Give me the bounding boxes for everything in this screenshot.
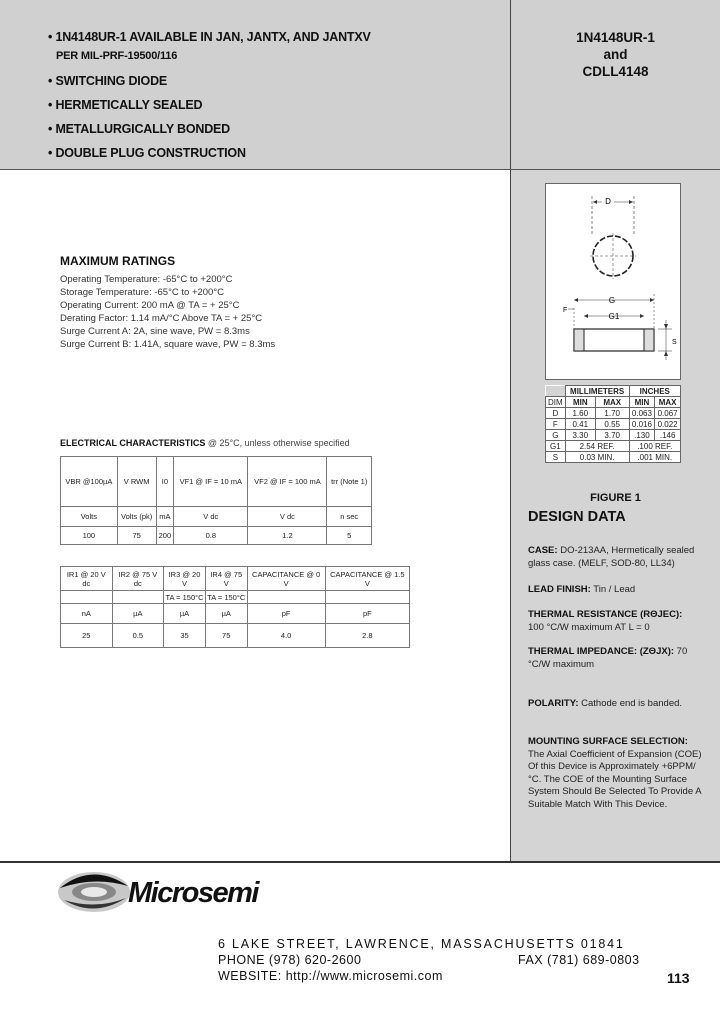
temp-cell xyxy=(325,591,409,604)
dim-cell: 0.016 xyxy=(629,419,655,430)
polarity-label: POLARITY: xyxy=(528,698,579,709)
dim-cell: 1.70 xyxy=(595,408,629,419)
dim-s-label: S xyxy=(672,339,677,346)
dimension-table xyxy=(545,385,681,463)
temp-cell xyxy=(61,591,113,604)
dim-cell: 0.03 MIN. xyxy=(565,452,629,463)
col-header: IR1 @ 20 V dc xyxy=(61,567,113,591)
dim-cell: .001 MIN. xyxy=(629,452,680,463)
lead-label: LEAD FINISH: xyxy=(528,584,591,595)
dim-cell: F xyxy=(546,419,566,430)
col-header: V RWM xyxy=(117,457,156,507)
col-header: IR3 @ 20 V xyxy=(164,567,206,591)
thermal-resistance-info xyxy=(528,609,708,634)
dim-cell: 0.067 xyxy=(655,408,681,419)
unit-cell: V dc xyxy=(248,507,327,527)
col-header: MIN xyxy=(629,397,655,408)
rating-line: Surge Current A: 2A, sine wave, PW = 8.3ms xyxy=(60,326,250,337)
footer-website[interactable]: WEBSITE: http://www.microsemi.com xyxy=(218,969,443,983)
value-cell: 75 xyxy=(117,527,156,545)
case-label: CASE: xyxy=(528,545,558,556)
dim-g-label: G xyxy=(608,296,616,305)
feature-availability: • 1N4148UR-1 AVAILABLE IN JAN, JANTX, AND JANTXV xyxy=(48,30,371,44)
rating-line: Derating Factor: 1.14 mA/°C Above TA = + 25°C xyxy=(60,313,263,324)
ti-label: THERMAL IMPEDANCE: (ZΘJX): xyxy=(528,646,675,657)
col-header: CAPACITANCE @ 1.5 V xyxy=(325,567,409,591)
part-and: and xyxy=(603,47,628,62)
rating-line: Surge Current B: 1.41A, square wave, PW = 8.3ms xyxy=(60,339,276,350)
dim-cell: .146 xyxy=(655,430,681,441)
col-header: VF1 @ IF = 10 mA xyxy=(174,457,248,507)
col-header: I0 xyxy=(156,457,174,507)
feature-double-plug: • DOUBLE PLUG CONSTRUCTION xyxy=(48,146,246,160)
unit-cell: mA xyxy=(156,507,174,527)
rating-line: Operating Current: 200 mA @ TA = + 25°C xyxy=(60,300,240,311)
mm-header: MILLIMETERS xyxy=(565,386,629,397)
dim-cell: G xyxy=(546,430,566,441)
value-cell: 75 xyxy=(205,624,247,648)
value-cell: 0.5 xyxy=(112,624,164,648)
max-ratings-heading: MAXIMUM RATINGS xyxy=(60,254,176,268)
polarity-info xyxy=(528,698,708,711)
dim-cell: 0.063 xyxy=(629,408,655,419)
dim-cell: 0.022 xyxy=(655,419,681,430)
unit-cell: µA xyxy=(164,604,206,624)
elec-conditions: @ 25°C, unless otherwise specified xyxy=(205,438,350,448)
figure-caption: FIGURE 1 xyxy=(590,492,641,504)
feature-mil-spec: PER MIL-PRF-19500/116 xyxy=(56,50,178,62)
footer-fax: FAX (781) 689-0803 xyxy=(518,953,640,967)
tr-text: 100 °C/W maximum AT L = 0 xyxy=(528,621,650,633)
value-cell: 0.8 xyxy=(174,527,248,545)
lead-text: Tin / Lead xyxy=(590,584,636,595)
col-header: VF2 @ IF = 100 mA xyxy=(248,457,327,507)
feature-switching: • SWITCHING DIODE xyxy=(48,74,168,88)
col-header: IR4 @ 75 V xyxy=(205,567,247,591)
dim-cell: 0.41 xyxy=(565,419,595,430)
unit-cell: nA xyxy=(61,604,113,624)
part-number: 1N4148UR-1 xyxy=(576,30,655,45)
mount-text: The Axial Coefficient of Expansion (COE) Of this Device is Approximately +6PPM/°C. The COE of the Mounting Surface System Should Be Selected To Provide A Suitable Match With This Device. xyxy=(528,748,702,810)
microsemi-logo-icon xyxy=(56,868,132,916)
tr-label: THERMAL RESISTANCE (RΘJEC): xyxy=(528,609,683,620)
case-text: DO-213AA, Hermetically sealed glass case. (MELF, SOD-80, LL34) xyxy=(528,545,695,569)
elec-table-2 xyxy=(60,566,410,648)
col-header: MAX xyxy=(595,397,629,408)
footer-address: 6 LAKE STREET, LAWRENCE, MASSACHUSETTS 01841 xyxy=(218,937,625,951)
feature-bonded: • METALLURGICALLY BONDED xyxy=(48,122,230,136)
value-cell: 5 xyxy=(327,527,372,545)
value-cell: 35 xyxy=(164,624,206,648)
footer-divider xyxy=(0,861,720,863)
lead-finish-info xyxy=(528,584,708,597)
elec-heading: ELECTRICAL CHARACTERISTICS xyxy=(60,438,206,448)
col-header: IR2 @ 75 V dc xyxy=(112,567,164,591)
dim-cell: D xyxy=(546,408,566,419)
dim-cell: 1.60 xyxy=(565,408,595,419)
unit-cell: n sec xyxy=(327,507,372,527)
elec-heading-row xyxy=(60,438,350,448)
mount-label: MOUNTING SURFACE SELECTION: xyxy=(528,736,688,747)
inches-header: INCHES xyxy=(629,386,680,397)
value-cell: 25 xyxy=(61,624,113,648)
dim-cell: 0.55 xyxy=(595,419,629,430)
col-header: DIM xyxy=(546,397,566,408)
col-header: CAPACITANCE @ 0 V xyxy=(247,567,325,591)
thermal-impedance-info xyxy=(528,646,708,671)
dim-g1-label: G1 xyxy=(608,312,620,321)
value-cell: 4.0 xyxy=(247,624,325,648)
temp-cell: TA = 150°C xyxy=(207,592,246,602)
value-cell: 200 xyxy=(156,527,174,545)
company-name: Microsemi xyxy=(128,877,258,909)
rating-line: Storage Temperature: -65°C to +200°C xyxy=(60,287,225,298)
col-header: VBR @100µA xyxy=(61,457,118,507)
dim-d-label: D xyxy=(605,197,611,206)
dim-cell: S xyxy=(546,452,566,463)
value-cell: 1.2 xyxy=(248,527,327,545)
polarity-text: Cathode end is banded. xyxy=(578,698,683,709)
unit-cell: pF xyxy=(325,604,409,624)
diode-outline-drawing xyxy=(546,184,680,379)
mounting-info xyxy=(528,736,708,811)
unit-cell: µA xyxy=(112,604,164,624)
unit-cell: Volts xyxy=(61,507,118,527)
temp-cell xyxy=(112,591,164,604)
dim-cell: 3.30 xyxy=(565,430,595,441)
unit-cell: Volts (pk) xyxy=(117,507,156,527)
page-number: 113 xyxy=(667,970,690,986)
dimension-table-corner xyxy=(546,386,566,397)
dim-cell: .100 REF. xyxy=(629,441,680,452)
dim-f-label: F xyxy=(563,307,568,314)
temp-cell: TA = 150°C xyxy=(165,592,204,602)
part-number-alt: CDLL4148 xyxy=(582,64,649,79)
unit-cell: V dc xyxy=(174,507,248,527)
elec-table-1 xyxy=(60,456,372,545)
column-divider xyxy=(510,0,511,862)
dim-cell: 2.54 REF. xyxy=(565,441,629,452)
col-header: MIN xyxy=(565,397,595,408)
dim-cell: .130 xyxy=(629,430,655,441)
unit-cell: pF xyxy=(247,604,325,624)
design-data-heading: DESIGN DATA xyxy=(528,509,626,525)
dim-cell: G1 xyxy=(546,441,566,452)
figure-drawing xyxy=(545,183,681,380)
temp-cell xyxy=(247,591,325,604)
footer-phone: PHONE (978) 620-2600 xyxy=(218,953,362,967)
case-info xyxy=(528,545,708,570)
value-cell: 100 xyxy=(61,527,118,545)
dim-cell: 3.70 xyxy=(595,430,629,441)
col-header: MAX xyxy=(655,397,681,408)
value-cell: 2.8 xyxy=(325,624,409,648)
feature-hermetic: • HERMETICALLY SEALED xyxy=(48,98,203,112)
unit-cell: µA xyxy=(205,604,247,624)
rating-line: Operating Temperature: -65°C to +200°C xyxy=(60,274,233,285)
col-header: trr (Note 1) xyxy=(327,457,372,507)
ti-text: 70 °C/W maximum xyxy=(528,646,688,670)
